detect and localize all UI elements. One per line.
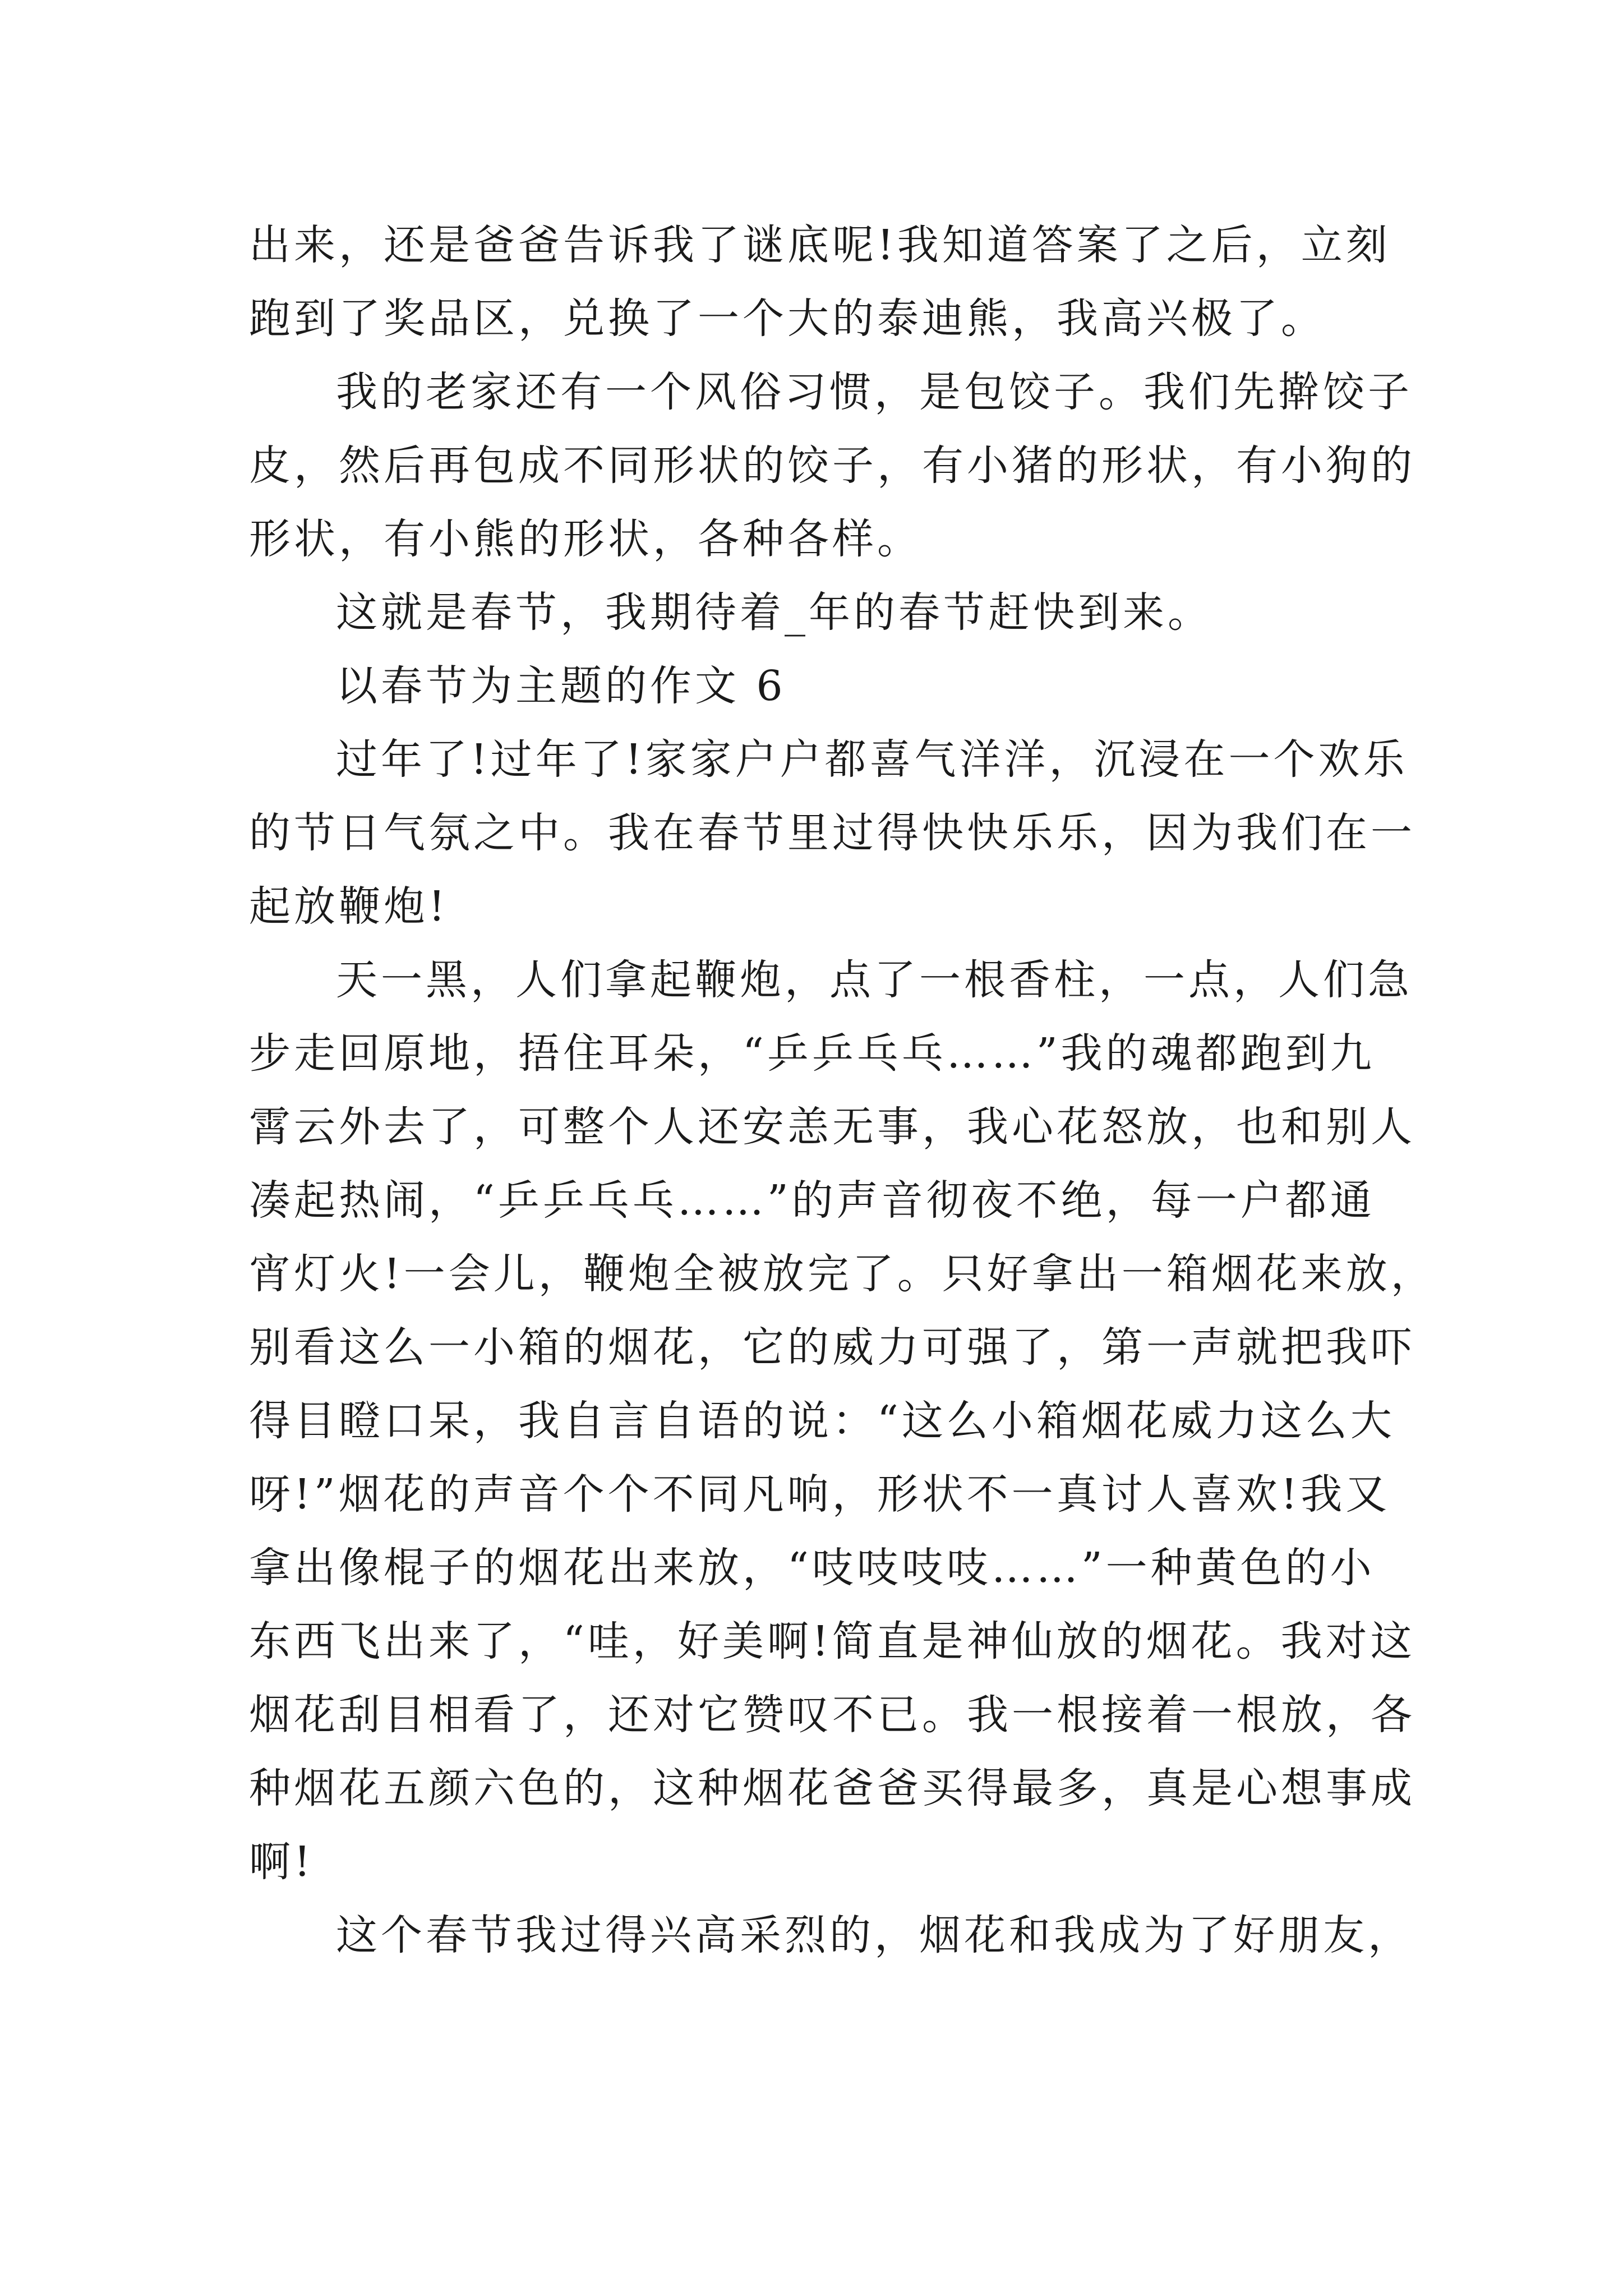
text-line: 起放鞭炮!	[249, 882, 449, 931]
text-line: 的节日气氛之中。我在春节里过得快快乐乐，因为我们在一	[249, 809, 1415, 857]
text-line: 别看这么一小箱的烟花，它的威力可强了，第一声就把我吓	[249, 1323, 1415, 1372]
text-line: 种烟花五颜六色的，这种烟花爸爸买得最多，真是心想事成	[249, 1764, 1415, 1812]
text-line: 步走回原地，捂住耳朵，“乒乒乓乓……”我的魂都跑到九	[249, 1029, 1375, 1078]
text-line: 得目瞪口呆，我自言自语的说：“这么小箱烟花威力这么大	[249, 1397, 1395, 1445]
text-line: 以春节为主题的作文 6	[336, 662, 786, 710]
text-line: 宵灯火!一会儿，鞭炮全被放完了。只好拿出一箱烟花来放，	[249, 1250, 1436, 1298]
text-line: 拿出像棍子的烟花出来放，“吱吱吱吱……”一种黄色的小	[249, 1544, 1375, 1592]
text-line: 出来，还是爸爸告诉我了谜底呢!我知道答案了之后，立刻	[249, 221, 1391, 269]
document-body	[249, 209, 1436, 1972]
text-line: 我的老家还有一个风俗习惯，是包饺子。我们先擀饺子	[336, 368, 1413, 416]
text-line: 跑到了奖品区，兑换了一个大的泰迪熊，我高兴极了。	[249, 295, 1326, 343]
text-line: 霄云外去了，可整个人还安恙无事，我心花怒放，也和别人	[249, 1103, 1415, 1151]
text-line: 这就是春节，我期待着_年的春节赶快到来。	[336, 588, 1212, 637]
text-line: 天一黑，人们拿起鞭炮，点了一根香柱，一点，人们急	[336, 956, 1413, 1004]
text-line: 皮，然后再包成不同形状的饺子，有小猪的形状，有小狗的	[249, 441, 1415, 490]
text-line: 呀!”烟花的声音个个不同凡响，形状不一真讨人喜欢!我又	[249, 1470, 1391, 1519]
text-line: 过年了!过年了!家家户户都喜气洋洋，沉浸在一个欢乐	[336, 735, 1408, 784]
text-line: 东西飞出来了，“哇，好美啊!简直是神仙放的烟花。我对这	[249, 1617, 1415, 1665]
text-line: 凑起热闹，“乒乒乓乓……”的声音彻夜不绝，每一户都通	[249, 1176, 1375, 1225]
text-line: 这个春节我过得兴高采烈的，烟花和我成为了好朋友，	[336, 1911, 1413, 1959]
text-line: 啊!	[249, 1838, 314, 1886]
text-line: 烟花刮目相看了，还对它赞叹不已。我一根接着一根放，各	[249, 1691, 1415, 1739]
text-line: 形状，有小熊的形状，各种各样。	[249, 515, 922, 563]
